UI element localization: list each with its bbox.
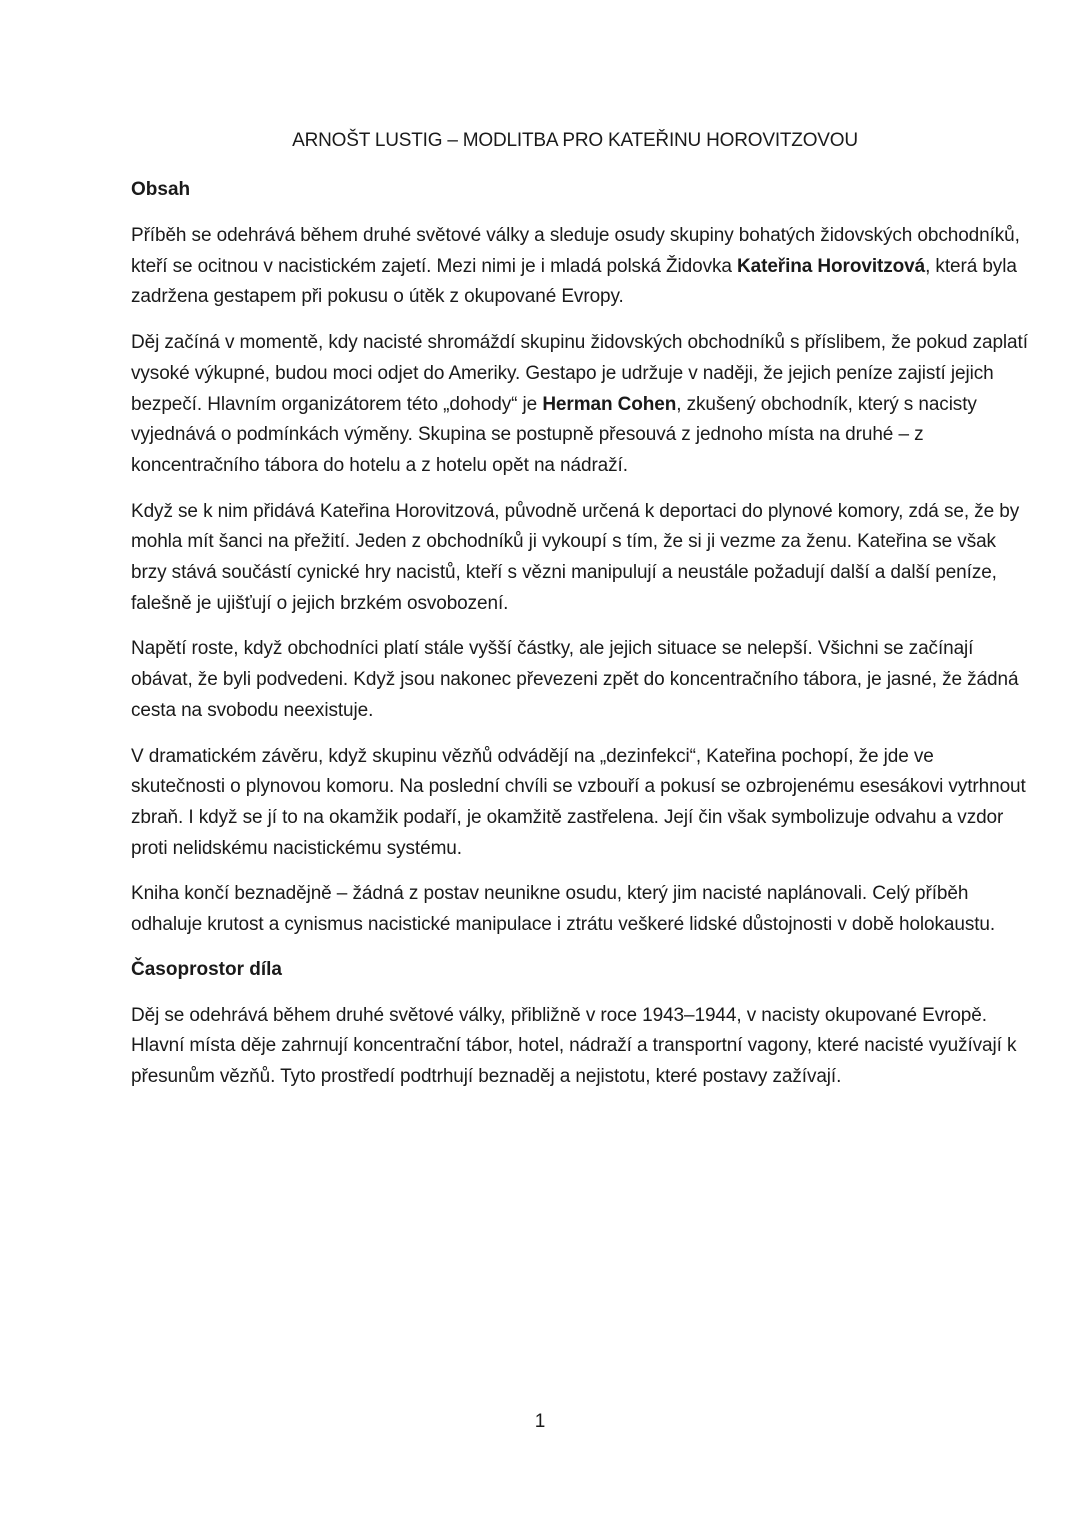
paragraph-2 — [131, 328, 1031, 482]
paragraph-6: Kniha končí beznadějně – žádná z postav neunikne osudu, který jim nacisté naplánovali. Celý příběh odhaluje krutost a cynismus nacistické manipulace i ztrátu veškeré lidské důstojnosti v době holokaustu. — [131, 883, 996, 936]
paragraph-1-text-a: Příběh se odehrává během druhé světové války a sleduje osudy skupiny bohatých židovských obchodníků, kteří se ocitnou v nacistickém zajetí. Mezi nimi je i mladá polská Židovka — [131, 225, 1020, 277]
paragraph-1-bold-name: Kateřina Horovitzová — [737, 255, 926, 277]
paragraph-1-text-c: , která byla zadržena gestapem při pokusu o útěk z okupované Evropy. — [131, 255, 1017, 308]
document-body — [131, 176, 1031, 1108]
document-title: ARNOŠT LUSTIG – MODLITBA PRO KATEŘINU HOROVITZOVOU — [292, 130, 858, 151]
paragraph-2-text-c: , zkušený obchodník, který s nacisty vyjednává o podmínkách výměny. Skupina se postupně přesouvá z jednoho místa na druhé – z koncentračního tábora do hotelu a z hotelu opět na nádraží. — [131, 393, 977, 476]
page-number: 1 — [534, 1411, 546, 1432]
section-heading-obsah: Obsah — [131, 179, 191, 200]
paragraph-2-text-a: Děj začíná v momentě, kdy nacisté shromáždí skupinu židovských obchodníků s příslibem, že pokud zaplatí vysoké výkupné, budou moci odjet do Ameriky. Gestapo je udržuje v naději, že jejich peníze zajistí jejich bezpečí. Hlavním organizátorem této „dohody“ je — [131, 332, 1028, 415]
paragraph-4: Napětí roste, když obchodníci platí stále vyšší částky, ale jejich situace se nelepší. Všichni se začínají obávat, že byli podvedeni. Když jsou nakonec převezeni zpět do koncentračního tábora, je jasné, že žádná cesta na svobodu neexistuje. — [131, 638, 1019, 721]
paragraph-3: Když se k nim přidává Kateřina Horovitzová, původně určená k deportaci do plynové komory, zdá se, že by mohla mít šanci na přežití. Jeden z obchodníků ji vykoupí s tím, že si ji vezme za ženu. Kateřina se však brzy stává součástí cynické hry nacistů, kteří s vězni manipulují a neustále požadují další a další peníze, falešně je ujišťují o jejich brzkém osvobození. — [131, 500, 1020, 614]
section-heading-casoprostor: Časoprostor díla — [131, 958, 282, 980]
paragraph-1 — [131, 221, 1031, 313]
paragraph-5: V dramatickém závěru, když skupinu vězňů odvádějí na „dezinfekci“, Kateřina pochopí, že jde ve skutečnosti o plynovou komoru. Na poslední chvíli se vzbouří a pokusí se ozbrojenému esesákovi vytrhnout zbraň. I když se jí to na okamžik podaří, je okamžitě zastřelena. Její čin však symbolizuje odvahu a vzdor proti nelidskému nacistickému systému. — [131, 745, 1026, 859]
paragraph-7: Děj se odehrává během druhé světové války, přibližně v roce 1943–1944, v nacisty okupované Evropě. Hlavní místa děje zahrnují koncentrační tábor, hotel, nádraží a transportní vagony, které nacisté využívají k přesunům vězňů. Tyto prostředí podtrhují beznaděj a nejistotu, které postavy zažívají. — [131, 1004, 1017, 1088]
paragraph-2-bold-name: Herman Cohen — [542, 393, 677, 415]
